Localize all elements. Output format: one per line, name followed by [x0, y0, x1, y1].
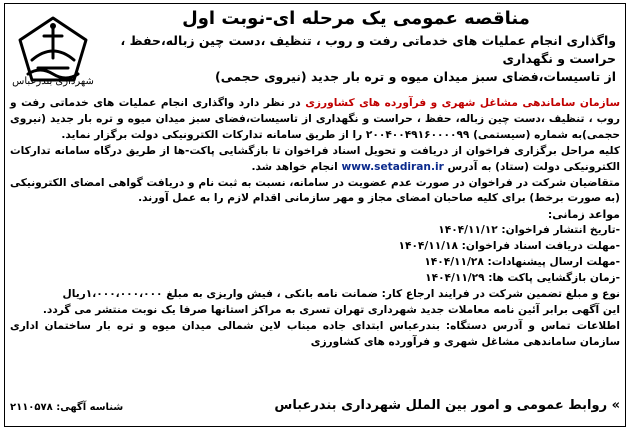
- intro-paragraph: [10, 96, 620, 144]
- logo-caption: شهرداری بندرعباس: [12, 76, 94, 87]
- contact-paragraph: اطلاعات تماس و آدرس دستگاه: بندرعباس ابتدای جاده میناب لاین شمالی میدان میوه و تره بار ساختمان اداری سازمان ساماندهی مشاغل شهری و فرآورده های کشاورزی: [10, 319, 620, 348]
- date-publish: -تاریخ انتشار فراخوان: ۱۴۰۴/۱۱/۱۲: [438, 224, 620, 237]
- footer: [10, 398, 620, 420]
- guarantee-paragraph: نوع و مبلغ تضمین شرکت در فرایند ارجاع کار: ضمانت نامه بانکی ، فیش واریزی به مبلغ ۱،۰۰۰،۰۰۰،۰۰۰ریال: [62, 287, 620, 300]
- subtitle-line-2: از تاسیسات،فضای سبز میدان میوه و تره بار جدید (نیروی حجمی): [214, 69, 616, 84]
- procedure-text: کلیه مراحل برگزاری فراخوان از دریافت و تحویل اسناد فراخوان تا بازگشایی پاکت-ها از طریق درگاه سامانه تدارکات الکترونیکی دولت (ستاد) به آدرس: [10, 144, 620, 173]
- subtitle-line-1: واگذاری انجام عملیات های خدماتی رفت و روب ، تنظیف ،دست چین زباله،حفظ ، حراست و نگهداری: [120, 33, 616, 66]
- date-deadline-docs: -مهلت دریافت اسناد فراخوان: ۱۴۰۴/۱۱/۱۸: [398, 240, 620, 253]
- intro-text: در نظر دارد واگذاری انجام عملیات های خدماتی رفت و روب ، تنظیف ،دست چین زباله، حفظ ، حراست و نگهداری از تاسیسات،فضای سبز میدان میوه و تره بار جدید (نیروی حجمی)به شماره (سیستمی) ۲۰۰۴۰۰۴۹۱۶۰۰۰۰۹۹ را از طریق سامانه تدارکات الکترونیکی دولت برگزار نماید.: [10, 97, 620, 141]
- organization-name: سازمان ساماندهی مشاغل شهری و فرآورده های کشاورزی: [305, 97, 620, 109]
- procedure-text-end: انجام خواهد شد.: [251, 160, 342, 173]
- footer-organization: » روابط عمومی و امور بین الملل شهرداری بندرعباس: [274, 398, 620, 413]
- registration-paragraph: متقاضیان شرکت در فراخوان در صورت عدم عضویت در سامانه، نسبت به ثبت نام و دریافت گواهی امضای الکترونیکی (به صورت برخط) برای کلیه صاحبان امضای مجاز و مهر سازمانی اقدام لازم را به عمل آورند.: [10, 176, 620, 205]
- footer-org-text: روابط عمومی و امور بین الملل شهرداری بندرعباس: [274, 398, 608, 413]
- date-deadline-offers: -مهلت ارسال پیشنهادات: ۱۴۰۴/۱۱/۲۸: [424, 256, 620, 269]
- dates-heading: مواعد زمانی:: [547, 208, 620, 222]
- procedure-paragraph: [10, 144, 620, 176]
- header: [92, 6, 620, 86]
- ad-id: شناسه آگهی: ۲۱۱۰۵۷۸: [10, 402, 124, 413]
- regulation-paragraph: این آگهی برابر آئین نامه معاملات جدید شهرداری تهران تسری به مراکز استانها صرفا یک نوبت منتشر می گردد.: [42, 303, 620, 316]
- page-title: مناقصه عمومی یک مرحله ای-نوبت اول: [182, 8, 530, 29]
- date-opening: -زمان بازگشایی پاکت ها: ۱۴۰۴/۱۱/۲۹: [425, 271, 620, 284]
- body-text: [10, 96, 620, 351]
- website-link[interactable]: www.setadiran.ir: [341, 160, 444, 173]
